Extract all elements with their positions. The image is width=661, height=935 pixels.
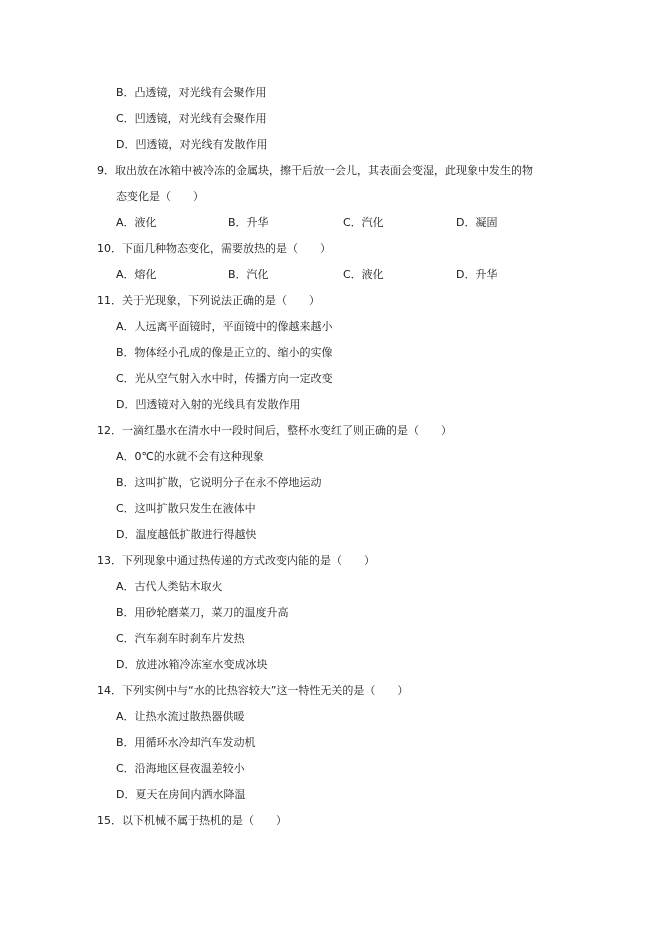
- answer-option: C．沿海地区昼夜温差较小: [116, 762, 245, 775]
- answer-option: D．温度越低扩散进行得越快: [116, 528, 257, 541]
- answer-option: C．光从空气射入水中时，传播方向一定改变: [116, 372, 333, 385]
- answer-option: B．用砂轮磨菜刀，菜刀的温度升高: [116, 606, 289, 619]
- answer-option: A．0℃的水就不会有这种现象: [116, 450, 264, 463]
- answer-option: A．熔化: [116, 268, 157, 281]
- answer-option: B．物体经小孔成的像是正立的、缩小的实像: [116, 346, 333, 359]
- answer-option: A．让热水流过散热器供暖: [116, 710, 245, 723]
- question-text: 11．关于光现象，下列说法正确的是（ ）: [97, 294, 320, 307]
- question-text: 9．取出放在冰箱中被冷冻的金属块，擦干后放一会儿，其表面会变湿，此现象中发生的物: [97, 164, 533, 177]
- answer-option: D．升华: [456, 268, 498, 281]
- answer-option: D．凹透镜，对光线有发散作用: [116, 138, 268, 151]
- answer-option: D．放进冰箱冷冻室水变成冰块: [116, 658, 268, 671]
- answer-option: C．这叫扩散只发生在液体中: [116, 502, 256, 515]
- question-text: 14．下列实例中与“水的比热容较大”这一特性无关的是（ ）: [97, 684, 409, 697]
- answer-option: B．升华: [228, 216, 269, 229]
- answer-option: B．凸透镜，对光线有会聚作用: [116, 86, 267, 99]
- answer-option: A．液化: [116, 216, 157, 229]
- question-text: 15．以下机械不属于热机的是（ ）: [97, 814, 287, 827]
- answer-option: A．人远离平面镜时，平面镜中的像越来越小: [116, 320, 333, 333]
- answer-option: B．用循环水冷却汽车发动机: [116, 736, 256, 749]
- answer-option: D．夏天在房间内洒水降温: [116, 788, 246, 801]
- answer-option: A．古代人类钻木取火: [116, 580, 223, 593]
- answer-option: C．汽车刹车时刹车片发热: [116, 632, 245, 645]
- answer-option: D．凹透镜对入射的光线具有发散作用: [116, 398, 301, 411]
- answer-option: D．凝固: [456, 216, 498, 229]
- answer-option: B．汽化: [228, 268, 269, 281]
- answer-option: C．汽化: [343, 216, 384, 229]
- question-text: 13．下列现象中通过热传递的方式改变内能的是（ ）: [97, 554, 375, 567]
- question-text: 10．下面几种物态变化，需要放热的是（ ）: [97, 242, 331, 255]
- answer-option: B．这叫扩散，它说明分子在永不停地运动: [116, 476, 322, 489]
- question-text: 12．一滴红墨水在清水中一段时间后，整杯水变红了则正确的是（ ）: [97, 424, 452, 437]
- answer-option: C．凹透镜，对光线有会聚作用: [116, 112, 267, 125]
- answer-option: C．液化: [343, 268, 384, 281]
- question-text-continued: 态变化是（ ）: [116, 190, 204, 203]
